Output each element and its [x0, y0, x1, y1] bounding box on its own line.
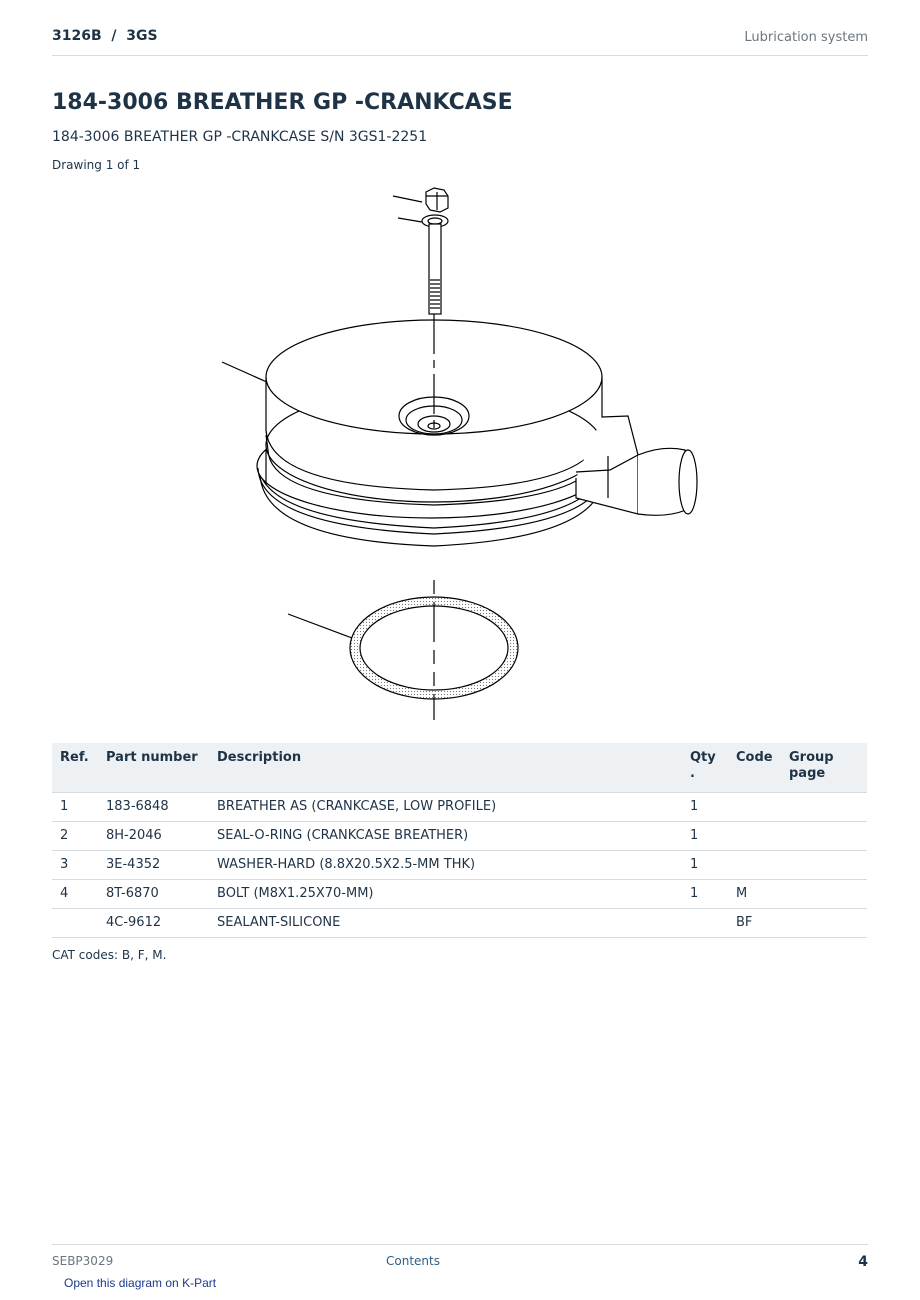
col-qty: Qty .: [682, 743, 728, 793]
cell-description: SEALANT-SILICONE: [209, 909, 682, 938]
cell-code: [728, 851, 781, 880]
cell-qty: 1: [682, 880, 728, 909]
cell-part-number: 8T-6870: [98, 880, 209, 909]
document-id: SEBP3029: [52, 1254, 114, 1268]
cell-qty: 1: [682, 822, 728, 851]
cell-code: [728, 793, 781, 822]
cell-description: WASHER-HARD (8.8X20.5X2.5-MM THK): [209, 851, 682, 880]
model-label: 3126B / 3GS: [52, 28, 158, 44]
cell-group-page: [781, 793, 867, 822]
col-description: Description: [209, 743, 682, 793]
cell-ref: 4: [52, 880, 98, 909]
cell-part-number: 3E-4352: [98, 851, 209, 880]
section-label: Lubrication system: [744, 30, 868, 45]
table-row: [52, 880, 867, 909]
page-title: 184-3006 BREATHER GP -CRANKCASE: [52, 90, 513, 115]
cell-group-page: [781, 909, 867, 938]
col-group-page: Group page: [781, 743, 867, 793]
drawing-label: Drawing 1 of 1: [52, 158, 141, 172]
table-header-row: [52, 743, 867, 793]
callout-leader-seal: [288, 614, 352, 638]
breather-body: [257, 320, 697, 546]
cell-ref: 3: [52, 851, 98, 880]
table-row: [52, 822, 867, 851]
callout-leader-bolt: [393, 196, 422, 202]
cell-group-page: [781, 880, 867, 909]
cell-ref: 2: [52, 822, 98, 851]
cell-qty: 1: [682, 793, 728, 822]
cell-qty: [682, 909, 728, 938]
cell-group-page: [781, 822, 867, 851]
parts-table: [52, 743, 867, 938]
open-diagram-kpart-link[interactable]: Open this diagram on K-Part: [64, 1276, 217, 1290]
cell-ref: 1: [52, 793, 98, 822]
table-row: [52, 909, 867, 938]
cell-group-page: [781, 851, 867, 880]
cell-part-number: 4C-9612: [98, 909, 209, 938]
cell-code: [728, 822, 781, 851]
table-row: [52, 793, 867, 822]
page-subtitle: 184-3006 BREATHER GP -CRANKCASE S/N 3GS1-2251: [52, 129, 428, 145]
cell-code: M: [728, 880, 781, 909]
cat-codes-note: CAT codes: B, F, M.: [52, 948, 167, 962]
parts-diagram: [200, 180, 720, 725]
col-code: Code: [728, 743, 781, 793]
cell-code: BF: [728, 909, 781, 938]
table-row: [52, 851, 867, 880]
cell-description: BOLT (M8X1.25X70-MM): [209, 880, 682, 909]
cell-description: BREATHER AS (CRANKCASE, LOW PROFILE): [209, 793, 682, 822]
page-footer: [52, 1244, 868, 1275]
bolt-part: [422, 188, 448, 314]
cell-qty: 1: [682, 851, 728, 880]
cell-part-number: 183-6848: [98, 793, 209, 822]
page-number: 4: [858, 1254, 868, 1270]
callout-leader-washer: [398, 218, 422, 222]
page-header: [52, 28, 868, 56]
cell-ref: [52, 909, 98, 938]
col-part-number: Part number: [98, 743, 209, 793]
cell-description: SEAL-O-RING (CRANKCASE BREATHER): [209, 822, 682, 851]
col-ref: Ref.: [52, 743, 98, 793]
cell-part-number: 8H-2046: [98, 822, 209, 851]
contents-link[interactable]: Contents: [386, 1254, 440, 1268]
